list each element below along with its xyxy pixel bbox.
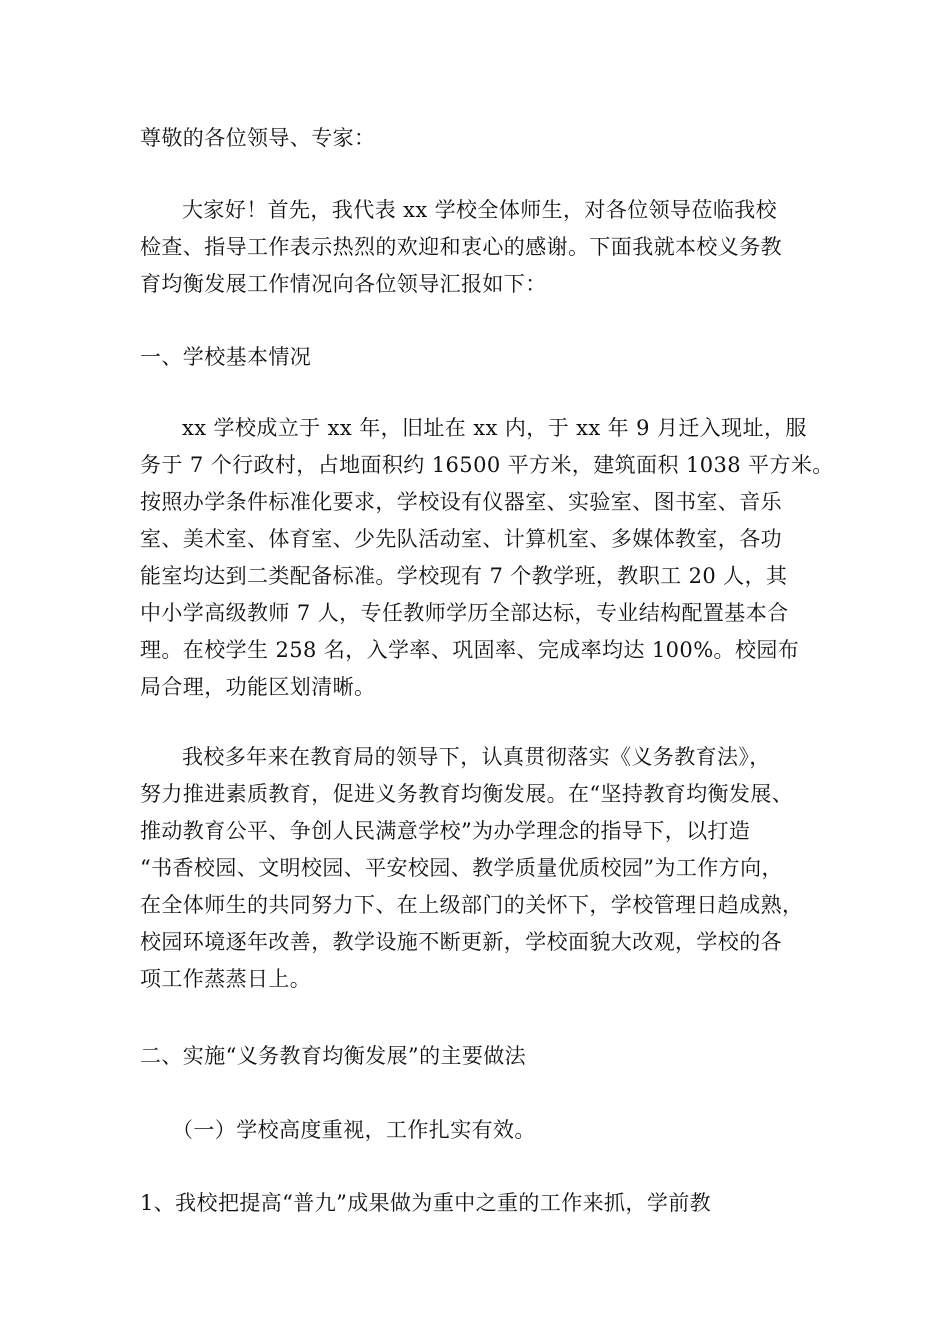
paragraph-line: 努力推进素质教育，促进义务教育均衡发展。在“坚持教育均衡发展、: [140, 782, 794, 806]
section-heading-practices: 二、实施“义务教育均衡发展”的主要做法: [140, 1044, 527, 1068]
paragraph-line: 我校多年来在教育局的领导下，认真贯彻落实《义务教育法》，: [182, 745, 771, 769]
salutation: 尊敬的各位领导、专家：: [140, 126, 376, 150]
section-heading-basic-info: 一、学校基本情况: [140, 345, 312, 369]
paragraph-line: 中小学高级教师 7 人，专任教师学历全部达标，专业结构配置基本合: [140, 601, 789, 625]
paragraph-line: 在全体师生的共同努力下、在上级部门的关怀下，学校管理日趋成熟，: [140, 893, 804, 917]
paragraph-line: 能室均达到二类配备标准。学校现有 7 个教学班，教职工 20 人，其: [140, 564, 788, 588]
paragraph-line: 大家好！首先，我代表 xx 学校全体师生，对各位领导莅临我校: [182, 198, 778, 222]
paragraph-line: 育均衡发展工作情况向各位领导汇报如下：: [140, 272, 547, 296]
paragraph-line: 校园环境逐年改善，教学设施不断更新，学校面貌大改观，学校的各: [140, 930, 782, 954]
paragraph-line: 项工作蒸蒸日上。: [140, 967, 312, 991]
basic-info-paragraph: [140, 410, 834, 706]
paragraph-line: 理。在校学生 258 名，入学率、巩固率、完成率均达 100%。校园布: [140, 638, 800, 662]
paragraph-line: 室、美术室、体育室、少先队活动室、计算机室、多媒体教室，各功: [140, 527, 782, 551]
paragraph-line: 检查、指导工作表示热烈的欢迎和衷心的感谢。下面我就本校义务教: [140, 235, 782, 259]
intro-paragraph: [140, 192, 825, 303]
item-1-text: 1、我校把提高“普九”成果做为重中之重的工作来抓，学前教: [140, 1191, 712, 1215]
subsection-heading: （一）学校高度重视，工作扎实有效。: [172, 1118, 536, 1142]
paragraph-line: xx 学校成立于 xx 年，旧址在 xx 内，于 xx 年 9 月迁入现址，服: [182, 416, 807, 440]
development-paragraph: [140, 739, 825, 998]
paragraph-line: “书香校园、文明校园、平安校园、教学质量优质校园”为工作方向，: [140, 856, 783, 880]
paragraph-line: 按照办学条件标准化要求，学校设有仪器室、实验室、图书室、音乐: [140, 490, 782, 514]
paragraph-line: 局合理，功能区划清晰。: [140, 675, 376, 699]
paragraph-line: 务于 7 个行政村，占地面积约 16500 平方米，建筑面积 1038 平方米。: [140, 453, 834, 477]
paragraph-line: 推动教育公平、争创人民满意学校”为办学理念的指导下，以打造: [140, 819, 751, 843]
